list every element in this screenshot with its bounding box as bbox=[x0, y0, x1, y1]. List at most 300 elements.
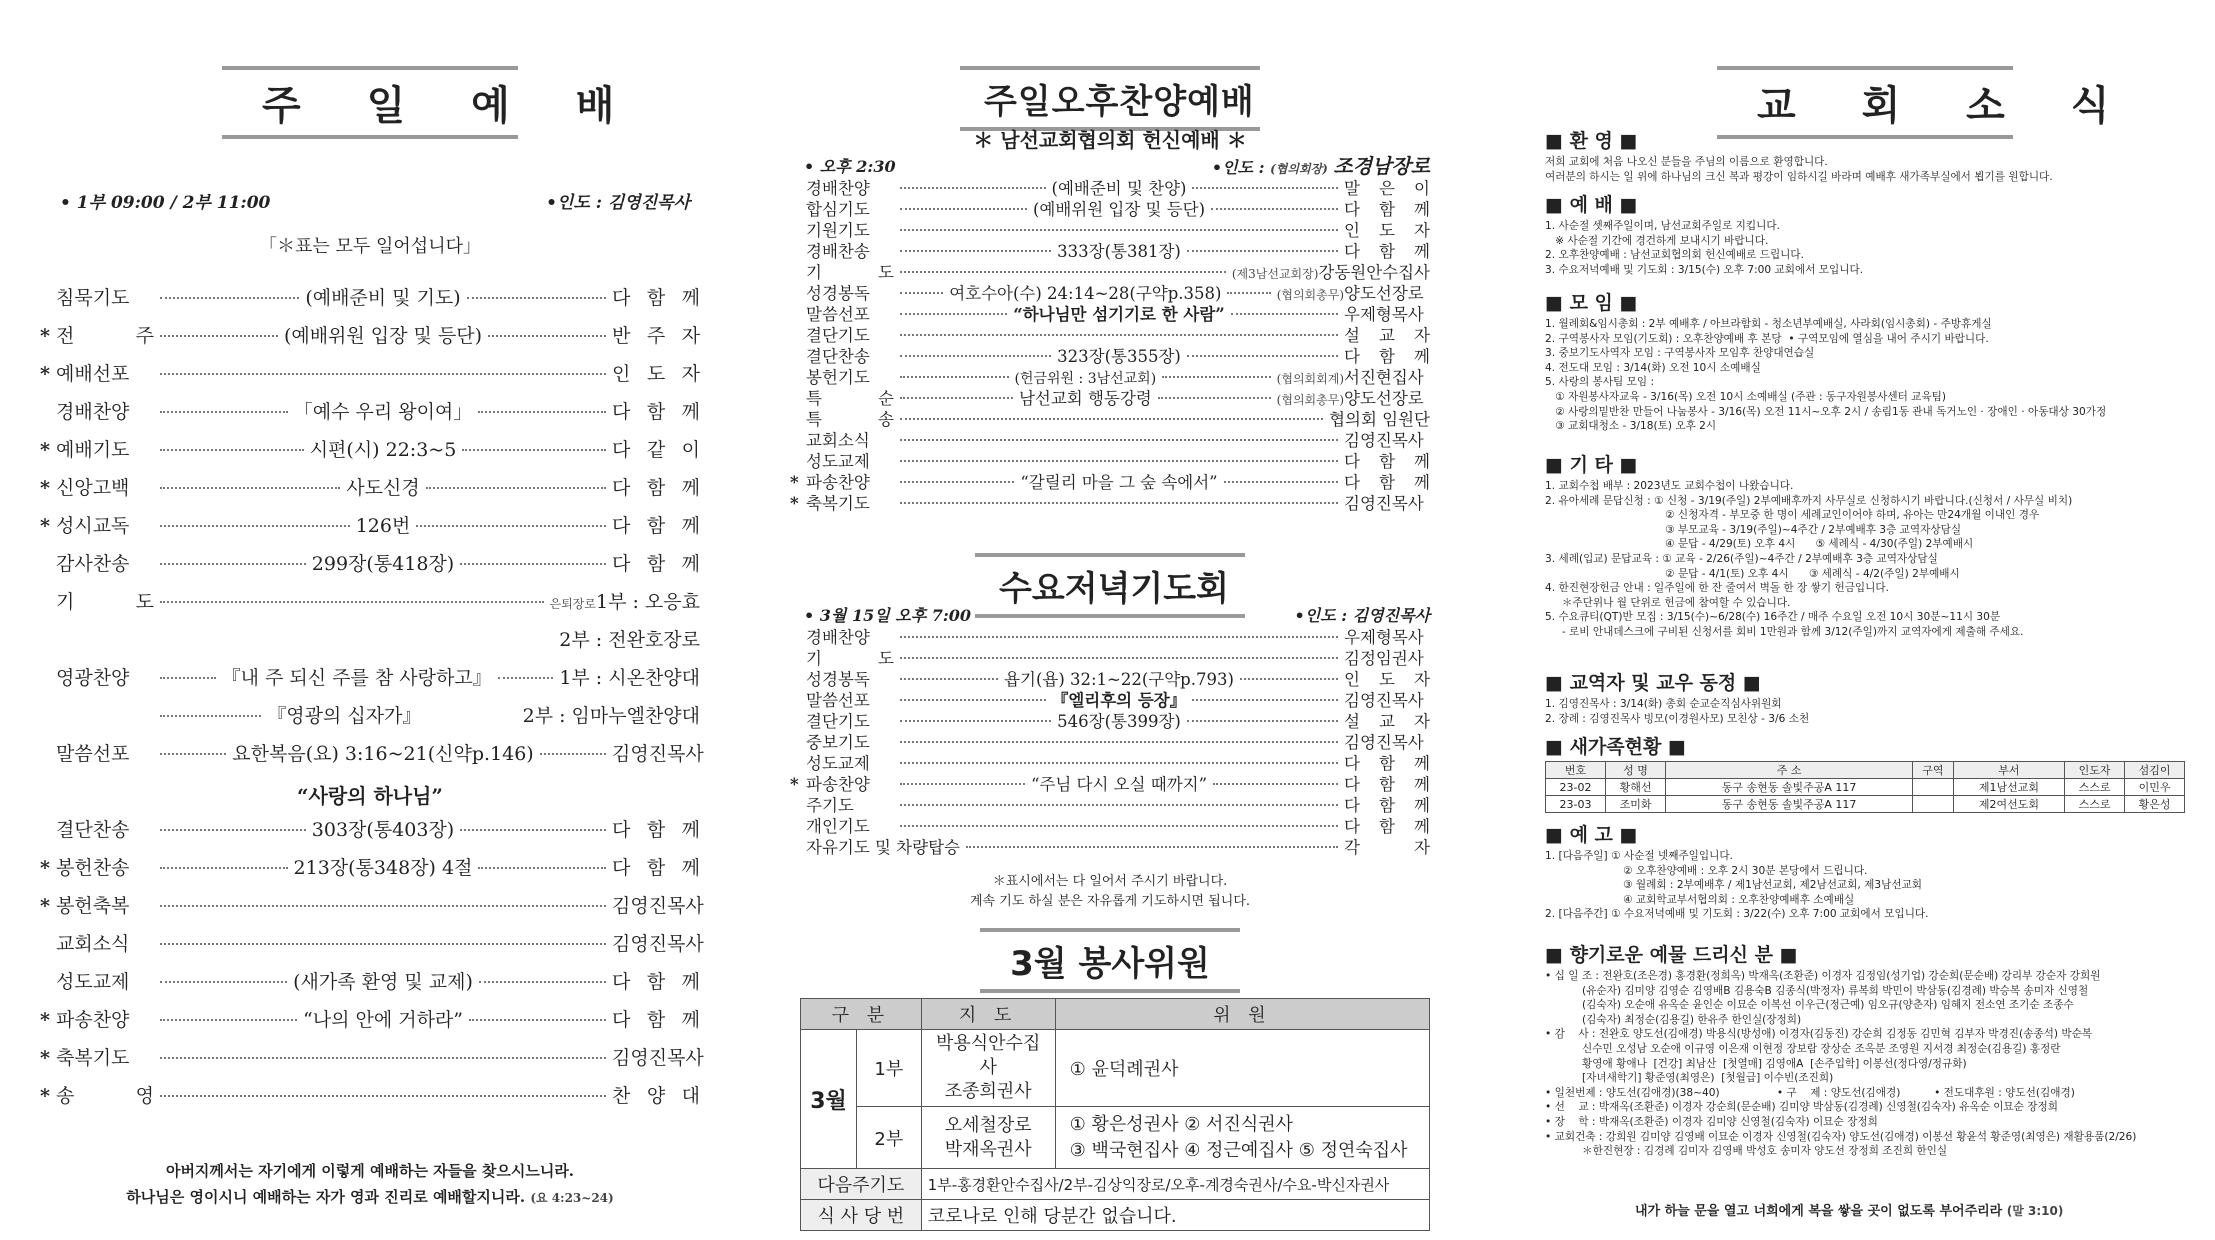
news-line: • 십 일 조 : 전완호(조은경) 홍경환(정희옥) 박재옥(조환준) 이경자 김정임(성기업) 강순희(문순배) 강리부 강순자 강희원 bbox=[1545, 970, 2101, 982]
table-header-row bbox=[1546, 762, 2185, 779]
order-detail: 213장(통348장) 4절 bbox=[293, 857, 473, 879]
news-line: (유순자) 김미양 김영순 김영배B 김용숙B 김종식(박정자) 류복희 박민이 박삼동(김경례) 박승복 송미자 신영철 bbox=[1545, 984, 2089, 997]
order-person: 설 교 자 bbox=[1344, 326, 1430, 345]
table-header: 인도자 bbox=[2065, 762, 2125, 779]
order-label: 경배찬양 bbox=[806, 628, 870, 647]
order-row bbox=[40, 511, 700, 549]
leader-cell bbox=[921, 1107, 1055, 1169]
order-row bbox=[790, 627, 1430, 648]
dot-leader bbox=[160, 943, 606, 945]
order-label: 자유기도 및 차량탑승 bbox=[806, 838, 960, 857]
news-line: ③ 부모교육 - 3/19(주일)~4주간 / 2부예배후 3층 교역자상담실 bbox=[1665, 523, 1962, 536]
order-of-service bbox=[40, 283, 704, 1119]
notice-section bbox=[1545, 820, 2185, 922]
order-row bbox=[790, 283, 1430, 304]
standing-mark: * bbox=[40, 363, 50, 385]
news-line: ④ 교회학교부서협의회 : 오후찬양예배후 소예배실 bbox=[1623, 893, 1855, 906]
order-person: 다 함 께 bbox=[612, 819, 701, 841]
order-person: 협의회 임원단 bbox=[1329, 410, 1430, 429]
news-line: 1. 월례회&임시총회 : 2부 예배후 / 아브라함회 - 청소년부예배실, 사라회(임시총회) - 주방휴게실 bbox=[1545, 318, 1992, 330]
order-label: 말씀선포 bbox=[806, 305, 870, 324]
dot-leader bbox=[900, 271, 1226, 273]
order-label: 경배찬송 bbox=[806, 242, 870, 261]
table-cell: 황은성 bbox=[2125, 796, 2185, 813]
order-row bbox=[40, 967, 700, 1005]
order-person: 다 함 께 bbox=[612, 515, 700, 537]
order-detail: 333장(통381장) bbox=[1057, 242, 1181, 261]
order-label: 봉헌기도 bbox=[806, 368, 870, 387]
order-label: 결단찬송 bbox=[56, 819, 130, 841]
dot-leader bbox=[1240, 678, 1338, 680]
order-label: 기 도 bbox=[806, 649, 894, 668]
order-person: 다 함 께 bbox=[612, 1009, 701, 1031]
service-time: • 1부 09:00 / 2부 11:00 bbox=[60, 193, 271, 213]
news-line: 2. 장례 : 김영진목사 빙모(이경원사모) 모친상 - 3/6 소천 bbox=[1545, 712, 1810, 725]
order-detail: “하나님만 섬기기로 한 사람” bbox=[1013, 305, 1225, 324]
table-header: 구역 bbox=[1913, 762, 1954, 779]
role-note: 은퇴장로 bbox=[549, 597, 596, 611]
dot-leader bbox=[1187, 250, 1338, 252]
news-line: 1. [다음주일] ① 사순절 넷째주일입니다. bbox=[1545, 850, 1733, 862]
order-row bbox=[790, 430, 1430, 451]
wednesday-leader: •인도 : 김영진목사 bbox=[1294, 606, 1430, 625]
dot-leader bbox=[160, 981, 287, 983]
order-label: 특 송 bbox=[806, 410, 894, 429]
news-line: - 로비 안내데스크에 구비된 신청서를 회비 1만원과 함께 3/12(주일)까지 교역자에게 제출해 주세요. bbox=[1545, 625, 2024, 638]
dot-leader bbox=[160, 1095, 606, 1097]
role-note: (제3남선교회장) bbox=[1231, 267, 1319, 281]
order-person: 찬 양 대 bbox=[612, 1085, 700, 1107]
order-detail: “주님 다시 오실 때까지” bbox=[1030, 775, 1208, 794]
etc-section bbox=[1545, 450, 2185, 640]
order-row bbox=[40, 473, 700, 511]
order-detail: 「예수 우리 왕이여」 bbox=[293, 401, 473, 423]
table-row bbox=[1546, 779, 2185, 796]
order-label: 예배기도 bbox=[56, 439, 130, 461]
order-row bbox=[790, 409, 1430, 430]
dot-leader bbox=[1192, 699, 1338, 701]
volunteers-title: 3월 봉사위원 bbox=[980, 928, 1240, 993]
dot-leader bbox=[160, 297, 299, 299]
order-detail: 『영광의 십자가』 bbox=[267, 705, 422, 727]
news-line: (김숙자) 최정순(김용길) 한유주 한인실(장정희) bbox=[1545, 1013, 1802, 1026]
order-detail: 남선교회 행동강령 bbox=[1018, 389, 1152, 408]
news-line: • 선 교 : 박재옥(조환준) 이경자 강순희(문순배) 김미양 박삼동(김경례) 신영철(김숙자) 유옥순 이묘순 장정희 bbox=[1545, 1101, 2058, 1114]
news-line: [자녀새학기] 황준영(최영은) [첫월급] 이수빈(조진희) bbox=[1545, 1072, 1834, 1085]
standing-note: 「＊표는 모두 일어섭니다」 bbox=[259, 236, 481, 257]
order-person: 다 함 께 bbox=[1344, 452, 1430, 471]
dot-leader bbox=[900, 678, 998, 680]
standing-mark: * bbox=[40, 439, 50, 461]
verse-text: 하나님은 영이시니 예배하는 자가 영과 진리로 예배할지니라. bbox=[126, 1188, 526, 1206]
order-person: 김영진목사 bbox=[612, 743, 704, 765]
dot-leader bbox=[160, 829, 306, 831]
order-row bbox=[40, 739, 704, 777]
afternoon-order bbox=[790, 178, 1430, 514]
order-person: 양도선장로 bbox=[1344, 389, 1424, 408]
order-row bbox=[40, 1005, 700, 1043]
table-row bbox=[801, 1030, 1430, 1107]
order-row bbox=[40, 815, 700, 853]
order-row bbox=[790, 178, 1430, 199]
order-row bbox=[40, 359, 700, 397]
order-person: 김영진목사 bbox=[1344, 733, 1424, 752]
order-detail: 323장(통355장) bbox=[1057, 347, 1181, 366]
order-detail: “갈릴리 마을 그 숲 속에서” bbox=[1020, 473, 1218, 492]
dot-leader bbox=[900, 741, 1338, 743]
order-row bbox=[790, 451, 1430, 472]
order-row bbox=[40, 853, 700, 891]
order-label: 말씀선포 bbox=[56, 743, 130, 765]
order-detail: (예배위원 입장 및 등단) bbox=[1032, 200, 1206, 219]
standing-mark: * bbox=[40, 857, 50, 879]
dot-leader bbox=[900, 762, 1338, 764]
table-cell: 동구 송현동 솔빛주공A 117 bbox=[1665, 779, 1912, 796]
news-line: ③ 교회대청소 - 3/18(토) 오후 2시 bbox=[1545, 420, 1717, 433]
order-label: 신앙고백 bbox=[56, 477, 130, 499]
wednesday-time: • 3월 15일 오후 7:00 bbox=[804, 606, 972, 625]
dot-leader bbox=[462, 449, 606, 451]
closing-verse-line2 bbox=[40, 1186, 700, 1207]
order-label: 경배찬양 bbox=[56, 401, 130, 423]
role-note: (협의회회계) bbox=[1276, 372, 1344, 386]
dot-leader bbox=[160, 905, 606, 907]
dot-leader bbox=[900, 783, 1025, 785]
news-line: • 감 사 : 전완호 양도선(김애경) 박용식(방성애) 이경자(김동진) 강순희 김정동 김민혁 김부자 박경진(송종석) 박순복 bbox=[1545, 1028, 2093, 1041]
order-row bbox=[790, 753, 1430, 774]
order-row bbox=[40, 1043, 704, 1081]
order-row bbox=[790, 493, 1430, 514]
month-cell: 3월 bbox=[801, 1030, 857, 1169]
dot-leader bbox=[160, 487, 340, 489]
dot-leader bbox=[467, 297, 606, 299]
order-person: 김영진목사 bbox=[1344, 494, 1424, 513]
news-line: 황영애 황애나 [건강] 최남산 [첫열매] 김영애A [손주입학] 이봉선(정다영/정규화) bbox=[1545, 1057, 1967, 1070]
members-line: ① 황은성권사 ② 서진식권사 bbox=[1069, 1113, 1293, 1135]
order-person: 설 교 자 bbox=[1344, 712, 1430, 731]
volunteers-table bbox=[800, 998, 1430, 1231]
dot-leader bbox=[478, 411, 606, 413]
news-line: 2. 오후찬양예배 : 남선교회협의회 헌신예배로 드립니다. bbox=[1545, 249, 1805, 262]
order-detail: 299장(통418장) bbox=[311, 553, 455, 575]
next-prayer-label: 다음주기도 bbox=[801, 1169, 922, 1200]
order-person: 서진현집사 bbox=[1344, 368, 1424, 387]
order-label: 축복기도 bbox=[56, 1047, 130, 1069]
standing-mark: * bbox=[40, 1009, 50, 1031]
table-cell bbox=[1913, 796, 1954, 813]
meetings-section bbox=[1545, 288, 2185, 434]
order-person: 우제형목사 bbox=[1344, 305, 1424, 324]
order-label: 송 영 bbox=[56, 1085, 154, 1107]
order-detail: (예배준비 및 찬양) bbox=[1051, 179, 1187, 198]
order-person: 강동원안수집사 bbox=[1318, 263, 1430, 282]
standing-mark: * bbox=[40, 515, 50, 537]
dot-leader bbox=[160, 373, 606, 375]
news-line: ＊한진현장 : 김경례 김미자 김영배 박성호 송미자 양도선 장정희 조진희 한인실 bbox=[1545, 1145, 1948, 1158]
order-person: 김정임권사 bbox=[1344, 649, 1424, 668]
dot-leader bbox=[966, 846, 1338, 848]
table-cell: 23-03 bbox=[1546, 796, 1606, 813]
order-person: 다 함 께 bbox=[1344, 796, 1430, 815]
dot-leader bbox=[900, 334, 1338, 336]
dot-leader bbox=[900, 187, 1046, 189]
standing-mark: * bbox=[790, 775, 799, 794]
order-row bbox=[40, 891, 704, 929]
dot-leader bbox=[460, 563, 606, 565]
order-person: 다 함 께 bbox=[612, 553, 701, 575]
order-row bbox=[40, 663, 700, 701]
order-person: 김영진목사 bbox=[612, 1047, 704, 1069]
news-line: 2. [다음주간] ① 수요저녁예배 및 기도회 : 3/22(수) 오후 7:00 교회에서 모입니다. bbox=[1545, 908, 1929, 921]
part-cell: 2부 bbox=[857, 1107, 922, 1169]
order-person: 다 함 께 bbox=[1344, 754, 1430, 773]
news-line: ② 문답 - 4/1(토) 오후 4시 ③ 세례식 - 4/2(주일) 2부예배시 bbox=[1665, 567, 1960, 580]
order-person: 2부 : 전완호장로 bbox=[559, 629, 700, 651]
afternoon-worship-column bbox=[790, 0, 1430, 1240]
dot-leader bbox=[900, 418, 1323, 420]
news-line: 1. 김영진목사 : 3/14(화) 총회 순교순직심사위원회 bbox=[1545, 698, 1782, 710]
staff-section bbox=[1545, 668, 2185, 726]
leader-name: 조종희권사 bbox=[944, 1081, 1032, 1102]
leader-role: (협의회장) bbox=[1270, 162, 1328, 176]
wednesday-note1: ＊표시에서는 다 일어서 주시기 바랍니다. bbox=[992, 874, 1228, 889]
standing-mark: * bbox=[40, 1047, 50, 1069]
order-person: 김영진목사 bbox=[1344, 691, 1424, 710]
order-row bbox=[40, 1081, 700, 1119]
order-person: 다 함 께 bbox=[1344, 817, 1430, 836]
church-news-title: 교 회 소 식 bbox=[1717, 66, 2013, 139]
table-row bbox=[801, 1200, 1430, 1231]
wednesday-note2: 계속 기도 하실 분은 자유롭게 기도하시면 됩니다. bbox=[969, 894, 1251, 909]
order-label: 기 도 bbox=[56, 591, 154, 613]
sunday-worship-column bbox=[40, 0, 704, 1240]
new-family-section bbox=[1545, 732, 2185, 813]
order-label: 말씀선포 bbox=[806, 691, 870, 710]
table-header-row bbox=[801, 999, 1430, 1030]
order-row bbox=[790, 304, 1430, 325]
dot-leader bbox=[160, 525, 350, 527]
section-heading: ■ 예 배 ■ bbox=[1545, 194, 1638, 216]
next-prayer-value: 1부-홍경환안수집사/2부-김상익장로/오후-계경숙권사/수요-박신자권사 bbox=[921, 1169, 1429, 1200]
order-label: 파송찬양 bbox=[56, 1009, 130, 1031]
table-header: 위 원 bbox=[1055, 999, 1429, 1030]
order-label: 특 순 bbox=[806, 389, 894, 408]
order-detail: 546장(통399장) bbox=[1057, 712, 1181, 731]
order-row bbox=[40, 397, 700, 435]
dot-leader bbox=[1213, 783, 1338, 785]
dot-leader bbox=[900, 502, 1338, 504]
order-label: 성도교제 bbox=[806, 452, 870, 471]
afternoon-worship-title: 주일오후찬양예배 bbox=[960, 66, 1260, 131]
dot-leader bbox=[1187, 720, 1338, 722]
order-row bbox=[790, 199, 1430, 220]
order-label: 결단찬송 bbox=[806, 347, 870, 366]
table-header: 지 도 bbox=[921, 999, 1055, 1030]
section-heading: ■ 교역자 및 교우 동정 ■ bbox=[1545, 672, 1761, 694]
table-header: 주 소 bbox=[1665, 762, 1912, 779]
verse-text: 내가 하늘 문을 열고 너희에게 복을 쌓을 곳이 없도록 부어주리라 bbox=[1635, 1204, 2003, 1219]
dot-leader bbox=[900, 292, 943, 294]
dot-leader bbox=[540, 753, 606, 755]
dot-leader bbox=[498, 677, 554, 679]
section-heading: ■ 향기로운 예물 드리신 분 ■ bbox=[1545, 944, 1798, 966]
order-row bbox=[790, 241, 1430, 262]
welcome-section bbox=[1545, 126, 2185, 184]
table-cell: 스스로 bbox=[2065, 796, 2125, 813]
news-line: ② 신청자격 - 부모중 한 명이 세례교인이어야 하며, 유아는 만24개월 이내인 경우 bbox=[1665, 509, 2040, 522]
order-row bbox=[40, 587, 700, 625]
dot-leader bbox=[160, 411, 288, 413]
service-leader: •인도 : 김영진목사 bbox=[546, 193, 690, 213]
order-detail: 여호수아(수) 24:14~28(구약p.358) bbox=[949, 284, 1222, 303]
dot-leader bbox=[160, 753, 226, 755]
dot-leader bbox=[900, 208, 1027, 210]
dot-leader bbox=[900, 460, 1338, 462]
afternoon-time: • 오후 2:30 bbox=[804, 157, 896, 176]
wednesday-title: 수요저녁기도회 bbox=[975, 553, 1245, 618]
table-header: 번호 bbox=[1546, 762, 1606, 779]
section-heading: ■ 기 타 ■ bbox=[1545, 454, 1638, 476]
table-cell bbox=[1913, 779, 1954, 796]
order-label: 결단기도 bbox=[806, 326, 870, 345]
order-label: 중보기도 bbox=[806, 733, 870, 752]
closing-verse bbox=[1635, 1200, 2063, 1219]
order-person: 인 도 자 bbox=[612, 363, 700, 385]
dot-leader bbox=[1211, 208, 1338, 210]
news-line: • 일천번제 : 양도선(김애경)(38~40) • 구 제 : 양도선(김애경) • 전도대후원 : 양도선(김애경) bbox=[1545, 1086, 2075, 1099]
meal-duty-value: 코로나로 인해 당분간 없습니다. bbox=[921, 1200, 1429, 1231]
news-line: 3. 수요저녁예배 및 기도회 : 3/15(수) 오후 7:00 교회에서 모입니다. bbox=[1545, 263, 1864, 276]
worship-section bbox=[1545, 190, 2185, 277]
role-note: (협의회총무) bbox=[1276, 288, 1345, 302]
news-line: ② 오후찬양예배 : 오후 2시 30분 본당에서 드립니다. bbox=[1623, 864, 1868, 877]
dot-leader bbox=[488, 335, 606, 337]
table-cell: 제2여선도회 bbox=[1953, 796, 2064, 813]
section-heading: ■ 환 영 ■ bbox=[1545, 130, 1638, 152]
leader-name: 박용식안수집사 bbox=[936, 1033, 1041, 1078]
table-cell: 황해선 bbox=[1606, 779, 1666, 796]
order-person: 다 함 께 bbox=[612, 477, 701, 499]
order-person: 다 함 께 bbox=[612, 401, 700, 423]
order-label: 성도교제 bbox=[806, 754, 870, 773]
dot-leader bbox=[160, 715, 261, 717]
closing-verse-line1: 아버지께서는 자기에게 이렇게 예배하는 자들을 찾으시느니라. bbox=[165, 1162, 575, 1180]
dot-leader bbox=[900, 376, 1009, 378]
order-detail: 『내 주 되신 주를 참 사랑하고』 bbox=[221, 667, 492, 689]
leader-name: 박재옥권사 bbox=[944, 1138, 1032, 1160]
dot-leader bbox=[1187, 355, 1338, 357]
table-row bbox=[801, 1107, 1430, 1169]
order-detail: 『엘리후의 등장』 bbox=[1051, 691, 1187, 710]
order-label: 성경봉독 bbox=[806, 284, 870, 303]
order-label: 봉헌축복 bbox=[56, 895, 130, 917]
dot-leader bbox=[900, 804, 1338, 806]
news-line: 5. 수요큐티(QT)반 모집 : 3/15(수)~6/28(수) 16주간 / 매주 수요일 오전 10시 30분~11시 30분 bbox=[1545, 611, 2001, 624]
order-label: 주기도 bbox=[806, 796, 854, 815]
news-line: 1. 교회수첩 배부 : 2023년도 교회수첩이 나왔습니다. bbox=[1545, 480, 1794, 492]
order-person: 다 같 이 bbox=[612, 439, 701, 461]
order-row bbox=[790, 795, 1430, 816]
order-label: 봉헌찬송 bbox=[56, 857, 130, 879]
dot-leader bbox=[160, 449, 304, 451]
order-person: 다 함 께 bbox=[612, 971, 700, 993]
news-line: ④ 문답 - 4/29(토) 오후 4시 ⑤ 세례식 - 4/30(주일) 2부예배시 bbox=[1665, 538, 1974, 551]
news-line: ※ 사순절 기간에 경건하게 보내시기 바랍니다. bbox=[1545, 234, 1769, 247]
order-detail: 시편(시) 22:3~5 bbox=[309, 439, 457, 461]
order-person: 다 함 께 bbox=[1344, 200, 1430, 219]
dot-leader bbox=[160, 601, 544, 603]
dot-leader bbox=[1231, 313, 1338, 315]
members-line: ③ 백국현집사 ④ 정근예집사 ⑤ 정연숙집사 bbox=[1069, 1139, 1408, 1161]
order-person: 다 함 께 bbox=[612, 287, 701, 309]
table-cell: 스스로 bbox=[2065, 779, 2125, 796]
afternoon-subtitle: ＊ 남선교회협의회 헌신예배 ＊ bbox=[973, 128, 1247, 152]
news-line: ② 사랑의밑반찬 만들어 나눔봉사 - 3/16(목) 오전 11시~오후 2시 / 송림1동 관내 독거노인 · 장애인 · 아동대상 30가정 bbox=[1545, 405, 2107, 418]
order-row bbox=[790, 220, 1430, 241]
dot-leader bbox=[900, 313, 1007, 315]
dot-leader bbox=[900, 657, 1338, 659]
news-line: ① 자원봉사자교육 - 3/16(목) 오전 10시 소예배실 (주관 : 동구자원봉사센터 교육팀) bbox=[1545, 390, 1947, 403]
table-row bbox=[801, 1169, 1430, 1200]
dot-leader bbox=[900, 636, 1338, 638]
order-detail: 욥기(욥) 32:1~22(구약p.793) bbox=[1004, 670, 1234, 689]
order-detail: 요한복음(요) 3:16~21(신약p.146) bbox=[232, 743, 534, 765]
order-row bbox=[40, 321, 700, 359]
dot-leader bbox=[479, 981, 606, 983]
offerings-section bbox=[1545, 940, 2185, 1159]
table-cell: 23-02 bbox=[1546, 779, 1606, 796]
leader-name: 조경남장로 bbox=[1333, 154, 1430, 178]
standing-mark: * bbox=[790, 494, 799, 513]
dot-leader bbox=[900, 439, 1338, 441]
news-line: (김숙자) 오순애 유옥순 윤인순 이묘순 이복선 이우근(정근예) 임오규(양춘자) 임혜지 전소연 조기순 조종수 bbox=[1545, 999, 2074, 1012]
order-row bbox=[40, 283, 700, 321]
order-row bbox=[790, 325, 1430, 346]
news-line: ③ 월례회 : 2부예배후 / 제1남선교회, 제2남선교회, 제3남선교회 bbox=[1623, 879, 1923, 892]
dot-leader bbox=[160, 1019, 297, 1021]
order-row bbox=[790, 774, 1430, 795]
wednesday-order bbox=[790, 627, 1430, 858]
order-label: 파송찬양 bbox=[806, 775, 870, 794]
order-detail: (예배준비 및 기도) bbox=[305, 287, 461, 309]
dot-leader bbox=[160, 867, 288, 869]
order-row bbox=[790, 648, 1430, 669]
order-label: 교회소식 bbox=[806, 431, 870, 450]
dot-leader bbox=[426, 487, 606, 489]
order-label: 결단기도 bbox=[806, 712, 870, 731]
table-cell: 동구 송현동 솔빛주공A 117 bbox=[1665, 796, 1912, 813]
leader-name: 오세철장로 bbox=[944, 1114, 1032, 1136]
role-note: (협의회총무) bbox=[1276, 393, 1344, 407]
afternoon-leader bbox=[1212, 150, 1430, 179]
dot-leader bbox=[1227, 292, 1270, 294]
order-person: 김영진목사 bbox=[1344, 431, 1424, 450]
order-person: 양도선장로 bbox=[1344, 284, 1424, 303]
order-label: 기원기도 bbox=[806, 221, 870, 240]
verse-reference: (말 3:10) bbox=[2006, 1204, 2064, 1218]
section-heading: ■ 새가족현황 ■ bbox=[1545, 736, 1686, 758]
news-line: 저희 교회에 처음 나오신 분들을 주님의 이름으로 환영합니다. bbox=[1545, 156, 1828, 168]
dot-leader bbox=[900, 355, 1051, 357]
members-cell: ① 윤덕례권사 bbox=[1055, 1030, 1429, 1107]
order-row bbox=[790, 837, 1430, 858]
dot-leader bbox=[460, 829, 606, 831]
order-detail: (헌금위원 : 3남선교회) bbox=[1014, 371, 1157, 387]
order-label: 기 도 bbox=[806, 263, 894, 282]
dot-leader bbox=[900, 229, 1338, 231]
dot-leader bbox=[478, 867, 606, 869]
dot-leader bbox=[900, 825, 1338, 827]
